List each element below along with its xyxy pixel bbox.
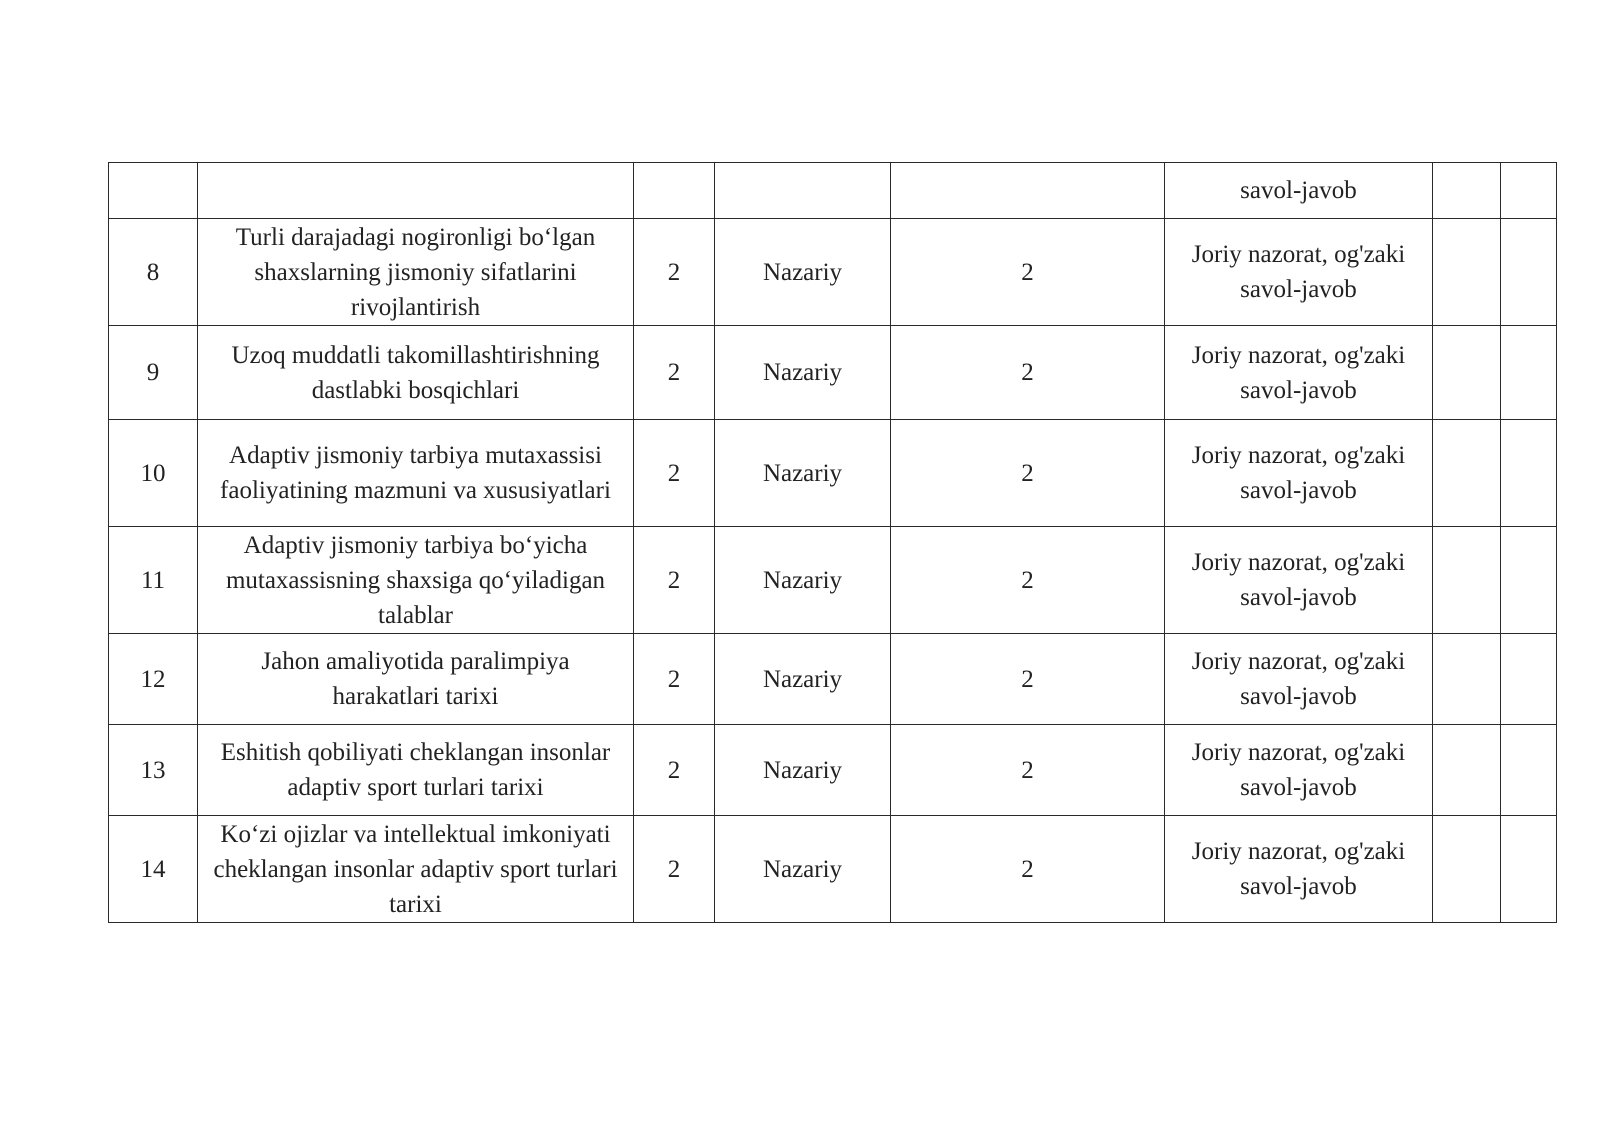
cell-type: Nazariy	[715, 527, 891, 634]
table-row	[109, 816, 1557, 923]
cell-num	[109, 163, 198, 219]
table-row	[109, 163, 1557, 219]
cell-empty	[1501, 219, 1557, 326]
cell-empty	[1433, 725, 1501, 816]
cell-hours2: 2	[891, 816, 1165, 923]
cell-num: 10	[109, 420, 198, 527]
cell-num: 9	[109, 326, 198, 420]
cell-topic: Jahon amaliyotida paralimpiya harakatlari tarixi	[198, 634, 634, 725]
cell-form: Joriy nazorat, og'zaki savol-javob	[1165, 219, 1433, 326]
cell-type: Nazariy	[715, 326, 891, 420]
cell-type: Nazariy	[715, 816, 891, 923]
cell-hours: 2	[634, 326, 715, 420]
cell-hours: 2	[634, 420, 715, 527]
cell-form: Joriy nazorat, og'zaki savol-javob	[1165, 725, 1433, 816]
cell-hours2	[891, 163, 1165, 219]
cell-hours2: 2	[891, 527, 1165, 634]
cell-hours: 2	[634, 725, 715, 816]
cell-hours2: 2	[891, 725, 1165, 816]
cell-empty	[1433, 634, 1501, 725]
cell-empty	[1501, 634, 1557, 725]
cell-num: 8	[109, 219, 198, 326]
cell-form: Joriy nazorat, og'zaki savol-javob	[1165, 527, 1433, 634]
cell-num: 13	[109, 725, 198, 816]
table-row	[109, 634, 1557, 725]
cell-empty	[1433, 420, 1501, 527]
cell-empty	[1433, 163, 1501, 219]
cell-hours	[634, 163, 715, 219]
cell-hours: 2	[634, 219, 715, 326]
cell-hours2: 2	[891, 634, 1165, 725]
lesson-plan-table	[108, 162, 1557, 923]
cell-empty	[1501, 527, 1557, 634]
cell-empty	[1433, 527, 1501, 634]
cell-type: Nazariy	[715, 725, 891, 816]
cell-empty	[1433, 816, 1501, 923]
cell-empty	[1501, 163, 1557, 219]
cell-hours2: 2	[891, 420, 1165, 527]
cell-topic: Ko‘zi ojizlar va intellektual imkoniyati cheklangan insonlar adaptiv sport turlari tarixi	[198, 816, 634, 923]
table-row	[109, 219, 1557, 326]
cell-form: Joriy nazorat, og'zaki savol-javob	[1165, 816, 1433, 923]
table-row	[109, 420, 1557, 527]
table-row	[109, 527, 1557, 634]
cell-empty	[1501, 326, 1557, 420]
cell-hours: 2	[634, 527, 715, 634]
cell-num: 14	[109, 816, 198, 923]
cell-topic: Adaptiv jismoniy tarbiya bo‘yicha mutaxassisning shaxsiga qo‘yiladigan talablar	[198, 527, 634, 634]
cell-type: Nazariy	[715, 420, 891, 527]
cell-num: 11	[109, 527, 198, 634]
cell-empty	[1433, 326, 1501, 420]
cell-empty	[1501, 420, 1557, 527]
cell-empty	[1501, 725, 1557, 816]
cell-topic: Adaptiv jismoniy tarbiya mutaxassisi faoliyatining mazmuni va xususiyatlari	[198, 420, 634, 527]
cell-empty	[1433, 219, 1501, 326]
cell-hours: 2	[634, 816, 715, 923]
cell-num: 12	[109, 634, 198, 725]
cell-topic: Turli darajadagi nogironligi bo‘lgan shaxslarning jismoniy sifatlarini rivojlantirish	[198, 219, 634, 326]
cell-hours2: 2	[891, 326, 1165, 420]
cell-type: Nazariy	[715, 219, 891, 326]
cell-topic: Eshitish qobiliyati cheklangan insonlar adaptiv sport turlari tarixi	[198, 725, 634, 816]
cell-type: Nazariy	[715, 634, 891, 725]
cell-hours2: 2	[891, 219, 1165, 326]
table-row	[109, 725, 1557, 816]
cell-topic: Uzoq muddatli takomillashtirishning dastlabki bosqichlari	[198, 326, 634, 420]
cell-type	[715, 163, 891, 219]
table-row	[109, 326, 1557, 420]
cell-form: Joriy nazorat, og'zaki savol-javob	[1165, 634, 1433, 725]
cell-hours: 2	[634, 634, 715, 725]
cell-empty	[1501, 816, 1557, 923]
cell-topic	[198, 163, 634, 219]
cell-form: Joriy nazorat, og'zaki savol-javob	[1165, 420, 1433, 527]
cell-form: savol-javob	[1165, 163, 1433, 219]
cell-form: Joriy nazorat, og'zaki savol-javob	[1165, 326, 1433, 420]
